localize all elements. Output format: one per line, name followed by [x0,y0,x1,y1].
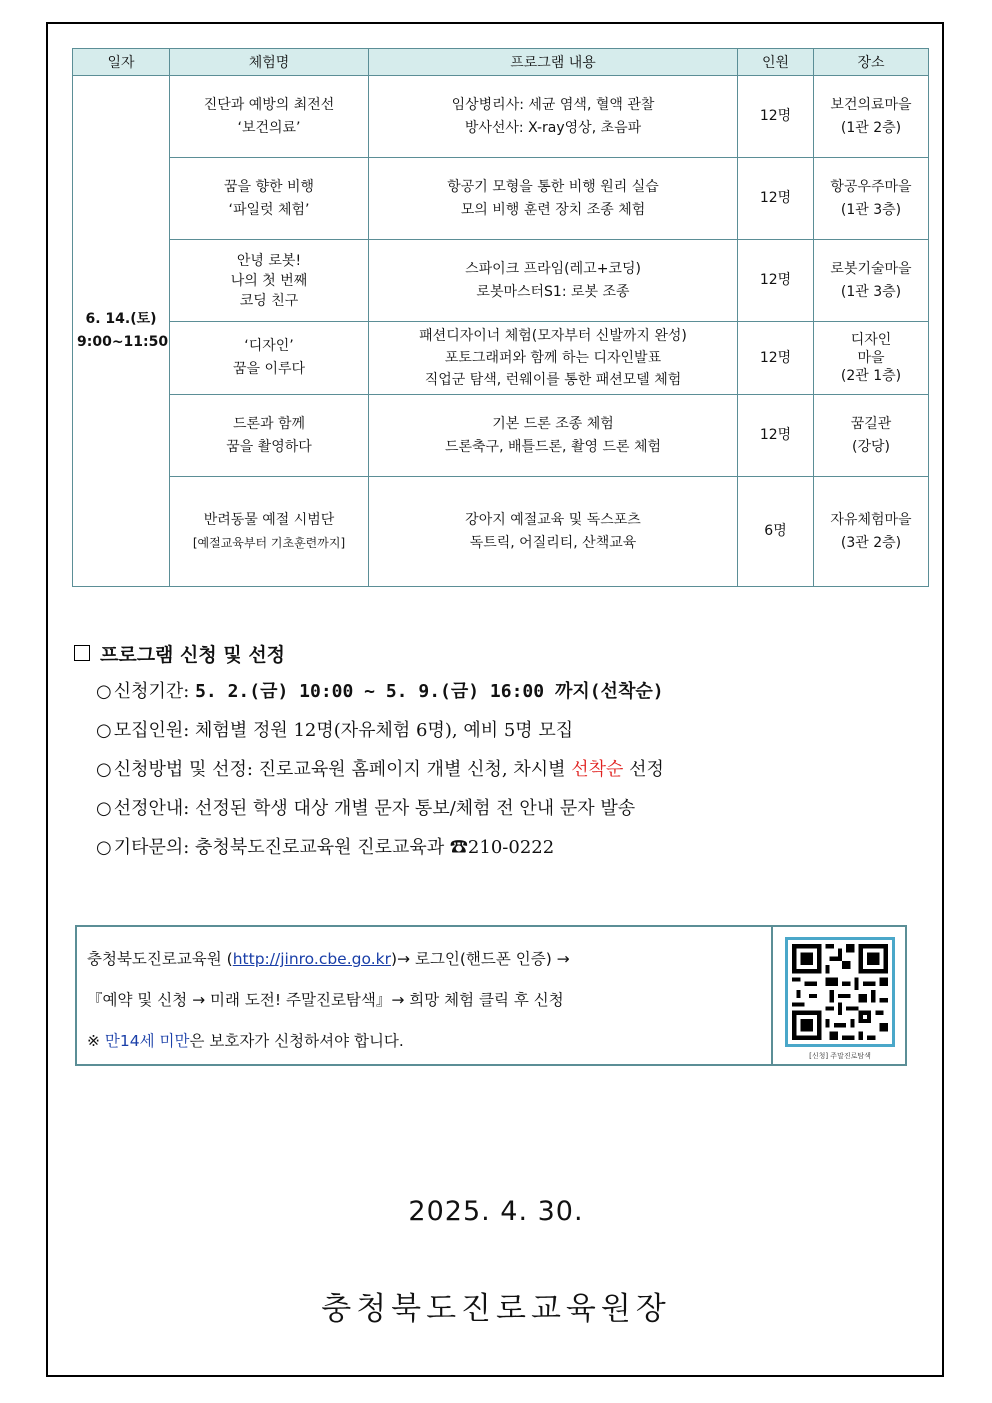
program-place-line: 디자인 [850,332,892,348]
method-highlight: 선착순 [571,759,624,780]
program-content-line: 강아지 예절교육 및 독스포츠 [465,511,641,528]
program-content [369,322,738,395]
program-place [814,395,929,477]
col-header-date: 일자 [73,49,170,76]
method-text: 신청방법 및 선정: 진로교육원 홈페이지 개별 신청, 차시별 [113,759,572,780]
program-content-line: 항공기 모형을 통한 비행 원리 실습 [447,178,659,195]
recruit-text: 모집인원: 체험별 정원 12명(자유체험 6명), 예비 5명 모집 [113,720,574,741]
program-content [369,158,738,240]
program-place-line: (1관 3층) [840,283,902,300]
checkbox-square-icon [74,645,90,661]
program-name-subline: [예절교육부터 기초훈련까지] [192,535,346,550]
program-name-line: 코딩 친구 [239,292,299,309]
info-text [87,939,570,1062]
col-header-count: 인원 [738,49,814,76]
circle-bullet-icon: ○ [96,681,112,702]
program-content-line: 모의 비행 훈련 장치 조종 체험 [460,201,646,218]
notice-text: 선정안내: 선정된 학생 대상 개별 문자 통보/체험 전 안내 문자 발송 [113,798,636,819]
table-row [73,158,929,240]
qr-code-icon[interactable] [785,937,895,1047]
program-name-line: 진단과 예방의 최전선 [203,96,335,113]
section-title-text: 프로그램 신청 및 선정 [100,643,286,666]
signer-title: 충청북도진로교육원장 [321,1291,671,1327]
program-name [170,76,369,158]
list-item-recruit [74,711,664,750]
program-content-line: 직업군 탐색, 런웨이를 통한 패션모델 체험 [424,372,682,388]
program-name-line: 꿈을 이루다 [232,361,306,377]
program-name-line: ‘디자인’ [244,338,294,354]
program-name [170,240,369,322]
circle-bullet-icon: ○ [96,720,112,741]
program-place [814,158,929,240]
program-name-line: ‘파일럿 체험’ [228,201,310,218]
program-place-line: (3관 2층) [840,534,902,551]
info-line-3-pre: ※ [87,1032,105,1050]
table-row [73,76,929,158]
program-content [369,240,738,322]
program-content [369,477,738,587]
program-count: 12명 [738,76,814,158]
circle-bullet-icon: ○ [96,759,112,780]
program-place-line: (1관 2층) [840,119,902,136]
schedule-table [72,48,929,587]
program-content-line: 독트릭, 어질리티, 산책교육 [469,534,637,551]
list-item-contact [74,828,664,867]
program-content-line: 스파이크 프라임(레고+코딩) [465,260,641,277]
table-row [73,322,929,395]
program-place-line: 보건의료마을 [830,96,912,113]
program-content-line: 기본 드론 조종 체험 [492,415,614,432]
program-place-line: 마을 [857,350,885,366]
method-text-end: 선정 [623,759,664,780]
info-line-3 [87,1021,570,1062]
program-count: 12명 [738,240,814,322]
program-content-line: 드론축구, 배틀드론, 촬영 드론 체험 [444,438,662,455]
homepage-link[interactable]: http://jinro.cbe.go.kr [232,950,391,968]
qr-caption: [신청] 주말진로탐색 [809,1052,871,1060]
program-place [814,322,929,395]
date-time: 9:00~11:50 [77,334,169,350]
program-count: 6명 [738,477,814,587]
program-name-line: 나의 첫 번째 [230,272,308,289]
program-name [170,158,369,240]
table-row [73,240,929,322]
table-header-row [73,49,929,76]
age-highlight: 만14세 미만 [104,1032,190,1050]
program-place-line: 로봇기술마을 [830,260,912,277]
program-place-line: 자유체험마을 [830,511,912,528]
period-value: 5. 2.(금) 10:00 ~ 5. 9.(금) 16:00 까지(선착순) [195,681,664,702]
program-name-line: 드론과 함께 [232,415,306,432]
qr-cell [771,927,907,1064]
program-name [170,395,369,477]
program-place [814,477,929,587]
program-content-line: 포토그래퍼와 함께 하는 디자인발표 [444,350,662,366]
program-content-line: 로봇마스터S1: 로봇 조종 [476,283,630,300]
contact-text: 기타문의: 충청북도진로교육원 진로교육과 ☎210-0222 [113,837,555,858]
info-line-1-pre: 충청북도진로교육원 ( [87,950,233,968]
program-content-line: 임상병리사: 세균 염색, 혈액 관찰 [451,96,655,113]
program-place-line: (2관 1층) [840,368,902,384]
section-items [74,672,664,867]
date-day: 6. 14.(토) [85,311,157,327]
table-row [73,477,929,587]
document-date: 2025. 4. 30. [408,1196,584,1227]
info-line-1 [87,939,570,980]
program-place-line: 항공우주마을 [830,178,912,195]
program-name-line: ‘보건의료’ [237,119,301,136]
program-name-line: 안녕 로봇! [236,252,302,269]
application-section [74,638,664,867]
table-row [73,395,929,477]
program-count: 12명 [738,322,814,395]
program-place [814,76,929,158]
program-name-line: 반려동물 예절 시범단 [203,511,335,528]
program-count: 12명 [738,395,814,477]
program-place-line: (강당) [852,438,890,455]
col-header-name: 체험명 [170,49,369,76]
program-place [814,240,929,322]
program-content [369,395,738,477]
circle-bullet-icon: ○ [96,837,112,858]
info-line-3-post: 은 보호자가 신청하셔야 합니다. [189,1032,404,1050]
program-name [170,477,369,587]
program-name-line: 꿈을 촬영하다 [226,438,312,455]
col-header-content: 프로그램 내용 [369,49,738,76]
info-line-2: 『예약 및 신청 → 미래 도전! 주말진로탐색』→ 희망 체험 클릭 후 신청 [87,991,564,1009]
program-place-line: 꿈길관 [850,415,892,432]
period-label: 신청기간: [113,681,196,702]
program-name [170,322,369,395]
program-name-line: 꿈을 향한 비행 [223,178,315,195]
program-content-line: 방사선사: X-ray영상, 초음파 [464,119,642,136]
list-item-period [74,672,664,711]
program-place-line: (1관 3층) [840,201,902,218]
circle-bullet-icon: ○ [96,798,112,819]
program-count: 12명 [738,158,814,240]
program-content [369,76,738,158]
date-cell [73,76,170,587]
list-item-notice [74,789,664,828]
program-content-line: 패션디자이너 체험(모자부터 신발까지 완성) [419,328,687,344]
info-box [75,925,907,1066]
list-item-method [74,750,664,789]
col-header-place: 장소 [814,49,929,76]
section-title [74,638,664,668]
info-line-1-post: )→ 로그인(핸드폰 인증) → [390,950,570,968]
